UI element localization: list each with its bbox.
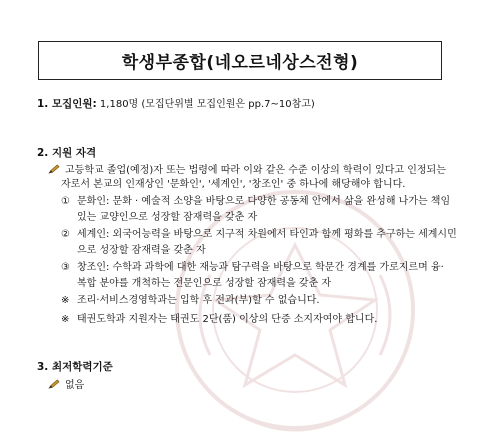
criteria-marker: ② <box>61 229 70 240</box>
section-quota-heading: 1. 모집인원: <box>37 98 97 110</box>
criteria-marker: ① <box>61 196 70 207</box>
note-item <box>61 314 377 326</box>
criteria-text: 세계인: 외국어능력을 바탕으로 지구적 차원에서 타인과 함께 평화를 추구하는 세계시민 <box>77 229 457 240</box>
eligibility-intro-line2: 자로서 본교의 인재상인 '문화인', '세계인', '창조인' 중 하나에 해당해야 합니다. <box>61 179 406 190</box>
eligibility-intro-line1 <box>48 164 446 177</box>
note-marker: ※ <box>61 314 70 325</box>
section-quota-value: 1,180명 (모집단위별 모집인원은 pp.7~10참고) <box>99 99 315 110</box>
criteria-item <box>61 262 444 274</box>
pencil-icon <box>48 164 61 175</box>
criteria-item-cont: 복합 분야를 개척하는 전문인으로 성장할 잠재력을 갖춘 자 <box>77 278 332 289</box>
note-text: 조리·서비스경영학과는 입학 후 전과(부)할 수 없습니다. <box>77 295 320 306</box>
page-title: 학생부종합(네오르네상스전형) <box>38 41 442 80</box>
pencil-icon <box>48 379 61 390</box>
note-item <box>61 295 320 307</box>
note-marker: ※ <box>61 295 70 306</box>
criteria-text: 창조인: 수학과 과학에 대한 재능과 탐구력을 바탕으로 학문간 경계를 가로지르며 융· <box>77 262 444 273</box>
criteria-item <box>61 196 450 208</box>
criteria-item <box>61 229 457 241</box>
minimum-standard-value <box>48 379 84 392</box>
section-quota <box>37 98 315 111</box>
note-text: 태권도학과 지원자는 태권도 2단(품) 이상의 단증 소지자여야 합니다. <box>77 314 378 325</box>
section-minimum-standard-heading: 3. 최저학력기준 <box>37 361 113 373</box>
criteria-item-cont: 으로 성장할 잠재력을 갖춘 자 <box>77 245 206 256</box>
section-eligibility-heading: 2. 지원 자격 <box>37 147 97 159</box>
criteria-item-cont: 있는 교양인으로 성장할 잠재력을 갖춘 자 <box>77 212 258 223</box>
criteria-text: 문화인: 문화 · 예술적 소양을 바탕으로 다양한 공동체 안에서 삶을 완성해 나가는 책임 <box>77 196 451 207</box>
criteria-marker: ③ <box>61 262 70 273</box>
minimum-standard-text: 없음 <box>65 380 85 391</box>
eligibility-intro-text: 고등학교 졸업(예정)자 또는 법령에 따라 이와 같은 수준 이상의 학력이 있다고 인정되는 <box>65 165 446 176</box>
